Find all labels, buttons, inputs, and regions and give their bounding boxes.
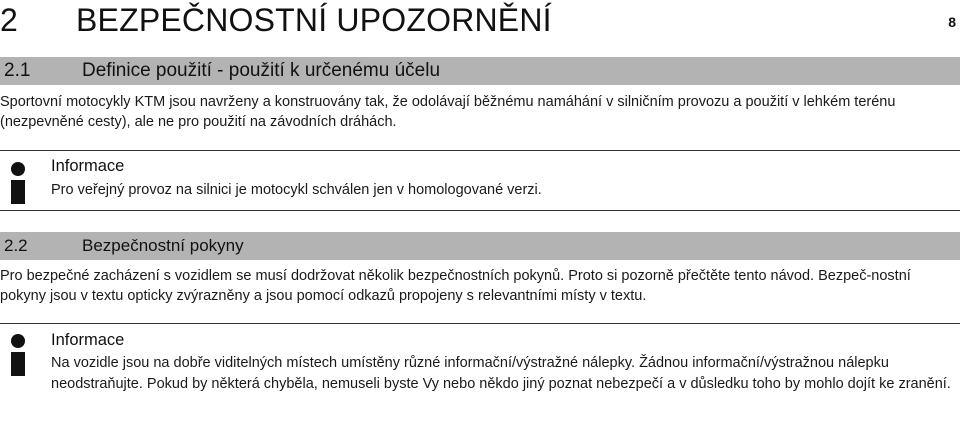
info-box-top-rule: [0, 323, 960, 324]
info-icon: [6, 162, 30, 206]
chapter-title: [0, 0, 940, 40]
info-heading: Informace: [51, 157, 125, 175]
info-icon-stem: [11, 352, 25, 376]
info-icon: [6, 334, 30, 378]
section-heading-2-1: [0, 57, 960, 85]
section-paragraph: Sportovní motocykly KTM jsou navrženy a konstruovány tak, že odolávají běžnému namáhání v silničním provozu a použití v lehkém terénu (nezpevněné cesty), ale ne pro použití na závodních dráhách.: [0, 94, 896, 130]
section-number: 2.1: [4, 60, 31, 81]
info-icon-dot: [11, 162, 25, 176]
info-icon-dot: [11, 334, 25, 348]
info-icon-stem: [11, 180, 25, 204]
chapter-title-text: BEZPEČNOSTNÍ UPOZORNĚNÍ: [76, 2, 552, 38]
section-paragraph: Pro bezpečné zacházení s vozidlem se musí dodržovat několik bezpečnostních pokynů. Proto si pozorně přečtěte tento návod. Bezpeč-nostní pokyny jsou v textu opticky zvýrazněny a jsou pomocí odkazů propojeny s relevantními místy v textu.: [0, 268, 911, 304]
page-number: 8: [948, 14, 956, 30]
info-heading: Informace: [51, 331, 125, 349]
info-text: Na vozidle jsou na dobře viditelných místech umístěny různé informační/výstražné nálepky. Žádnou informační/výstražnou nálepku neodstraňujte. Pokud by některá chyběla, nemuseli byste Vy nebo někdo jiný poznat nebezpečí a v důsledku toho by mohlo dojít ke zranění.: [51, 355, 951, 392]
info-text: Pro veřejný provoz na silnici je motocykl schválen jen v homologované verzi.: [51, 182, 542, 198]
section-title: Definice použití - použití k určenému účelu: [82, 60, 441, 81]
info-box-top-rule: [0, 150, 960, 151]
section-heading-2-2: [0, 232, 960, 260]
section-number: 2.2: [4, 236, 28, 255]
chapter-number: 2: [0, 2, 18, 38]
info-box-bottom-rule: [0, 210, 960, 211]
section-title: Bezpečnostní pokyny: [82, 236, 244, 255]
